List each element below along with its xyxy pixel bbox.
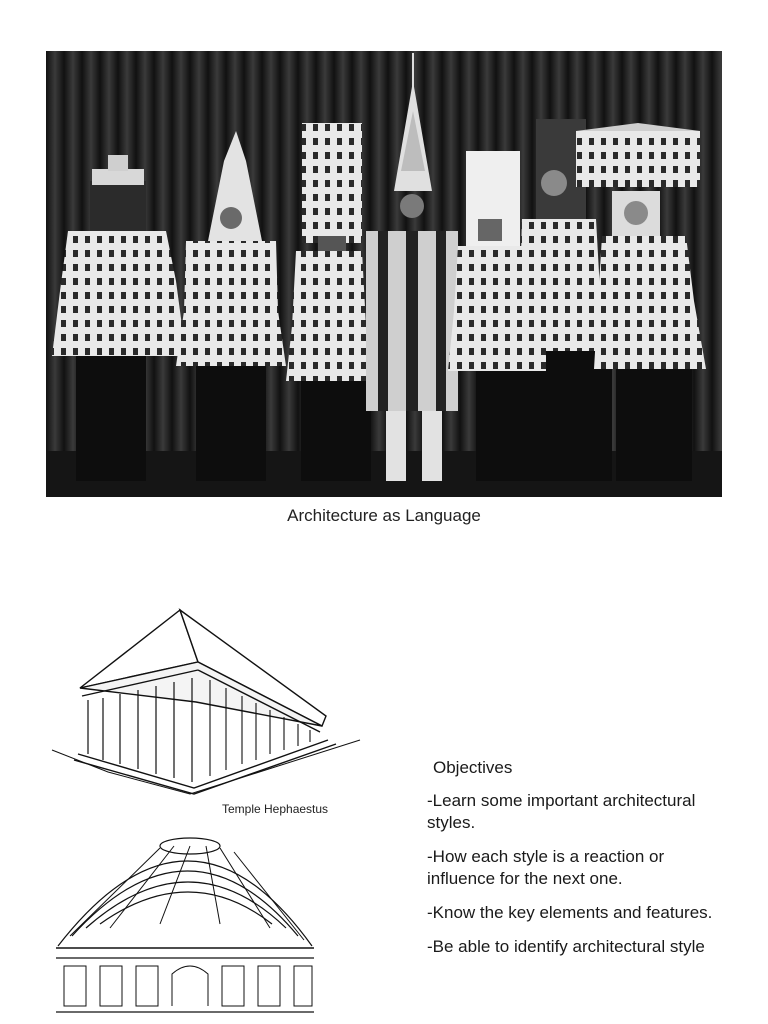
objective-item: -Know the key elements and features. xyxy=(427,903,713,922)
temple-hephaestus-sketch xyxy=(48,604,364,800)
temple-label: Temple Hephaestus xyxy=(222,802,329,816)
objective-item: -Be able to identify architectural style xyxy=(427,937,705,956)
objectives-section xyxy=(427,758,727,970)
photo-illustration xyxy=(46,51,722,497)
architects-costume-photo xyxy=(46,51,722,497)
pantheon-dome-sketch xyxy=(50,836,318,1024)
photo-caption: Architecture as Language xyxy=(287,506,481,525)
objective-item: -How each style is a reaction or influence for the next one. xyxy=(427,847,665,888)
objectives-title: Objectives xyxy=(433,758,513,777)
objective-item: -Learn some important architectural styles. xyxy=(427,791,696,832)
